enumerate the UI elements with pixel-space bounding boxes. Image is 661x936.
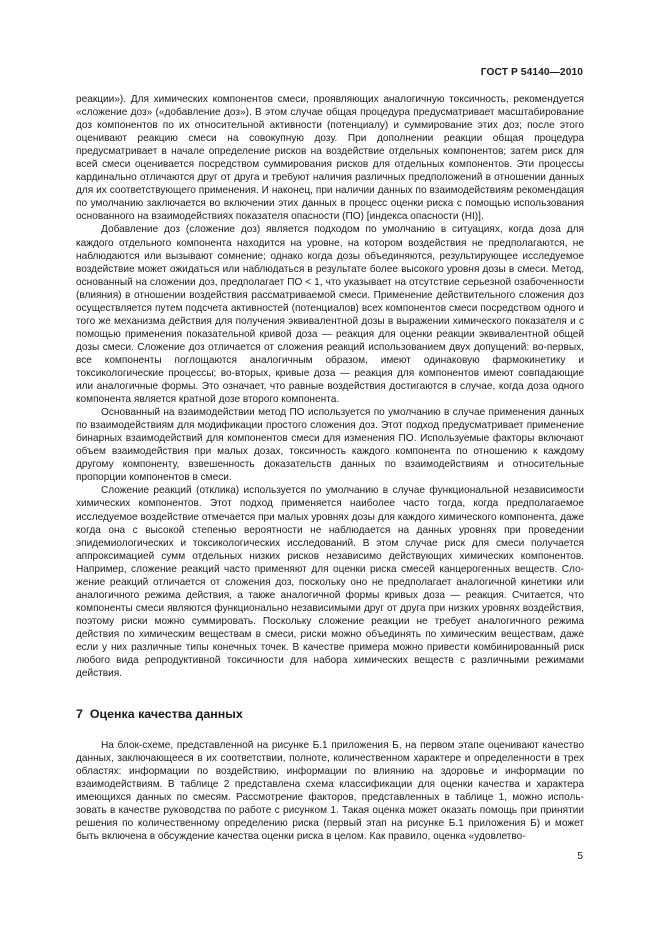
paragraph-data-quality: На блок-схеме, представленной на рисунке Б.1 приложения Б, на первом этапе оценивают качество данных, заключающееся в их соответствии, полноте, количественном характере и определенности в трех областях: информации по воздействию, информации по влиянию на здоровье и информации по взаимодействиям. В таблице 2 представлена схема классификации для оценки качества и характера имеющихся данных по смесям. Рассмотрение факторов, представленных в таблице 1, можно использовать в качестве руководства по работе с рисунком 1. Такая оценка может оказать помощь при принятии решения по количественному определению риска (первый этап на рисунке Б.1 приложения Б) и может быть включена в обсуждение качества оценки риска в целом. Как правило, оценка «удовлетво- [76, 740, 584, 843]
paragraph-response-addition: Сложение реакций (отклика) используется по умолчанию в случае функциональной независимости химических компонентов. Этот подход применяется наиболее часто тогда, когда предполагаемое исследуемое воздействие отмечается при малых уровнях дозы для каждого химического компонента, даже когда она с высокой степенью вероятности не наблюдается на данных уровнях при проведении эпидемиологических и токсикологических исследований. В этом случае риск для смеси получается аппроксимацией сумм отдельных низких рисков независимо действующих химических компонентов. Например, сложение реакций часто применяют для оценки риска смесей канцерогенных веществ. Сложение реакций отличается от сложения доз, поскольку оно не предполагает аналогичной кинетики или аналогичного режима действия, а также аналогичной формы кривых доза — реакция. Считается, что компоненты смеси являются функционально независимыми друг от друга при низких уровнях воздействия, поэтому риски можно суммировать. Поскольку сложение реакции не требует аналогичного режима действия по химическим веществам в смеси, риски можно объединять по химическим веществам, даже если у них различные типы конечных точек. В качестве примера можно привести комбинированный риск любого вида репродуктивной токсичности для набора химических веществ с различными режимами действия. [76, 485, 584, 680]
section-number: 7 [76, 707, 83, 721]
main-text [76, 93, 584, 680]
page-number: 5 [577, 851, 583, 862]
paragraph-continuation: реакции»). Для химических компонентов смеси, проявляющих аналогичную токсичность, рекомендуется «сложение доз» («добавление доз»). В этом случае общая процедура предусматривает масштабирование доз компонентов по их относительной активности (потенциалу) и суммирование этих доз; после этого оценивают реакцию смеси на совокупную дозу. При дополнении реакции общая процедура предусматривает в начале определение рисков на воздействие отдельных компонентов; затем риск для всей смеси оценивается посредством суммирования рисков для отдельных компонентов. Эти процессы кардинально отличаются друг от друга и требуют наличия различных предположений в отношении данных для их соответствующего применения. И наконец, при наличии данных по взаимодействиям рекомендация по умолчанию заключается во включении этих данных в процесс оценки риска с помощью использования основанного на взаимодействиях показателя опасности (ПО) [индекса опасности (HI)]. [76, 94, 584, 223]
paragraph-interaction-hi: Основанный на взаимодействии метод ПО используется по умолчанию в случае применения данных по взаимодействиям для модификации простого сложения доз. Этот подход предусматривает применение бинарных взаимодействий для компонентов смеси для изменения ПО. Используемые факторы включают объем взаимодействия при малых дозах, токсичность каждого компонента по отношению к каждому другому компоненту, взвешенность доказательств данных по взаимодействиям и относительные пропорции компонентов в смеси. [76, 407, 584, 484]
section-7-text [76, 739, 584, 843]
document-header: ГОСТ Р 54140—2010 [480, 67, 583, 78]
section-title-text: Оценка качества данных [89, 707, 243, 721]
paragraph-dose-addition: Добавление доз (сложение доз) является подходом по умолчанию в ситуациях, когда доза для каждого отдельного компонента находится на уровне, на котором воздействия не предполагаются, не наблюдаются или вызывают сомнение; однако когда дозы объединяются, результирующее исследуемое воздействие может ожидаться или наблюдаться в результате более высокого уровня дозы в смеси. Метод, основанный на сложении доз, предполагает ПО < 1, что указывает на отсутствие серьезной озабоченности (влияния) в отношении воздействия рассматриваемой смеси. Применение действительного сложения доз осуществляется путем подсчета активностей (потенциалов) всех компонентов смеси посредством одного и того же механизма действия для получения эквивалентной дозы в выражении химического показателя и с помощью применения показательной кривой доза — реакция для оценки реакции эквивалентной общей дозы смеси. Сложение доз отличается от сложения реакций использованием двух допущений: во-первых, все компоненты поглощаются аналогичным образом, имеют одинаковую фармокинетику и токсикологические процессы; во-вторых, кривые доза — реакция для компонентов имеют совпадающие или аналогичные формы. Это означает, что равные воздействия достигаются в случае, когда доза одного компонента является кратной дозе второго компонента. [76, 224, 584, 406]
section-heading [76, 707, 250, 721]
